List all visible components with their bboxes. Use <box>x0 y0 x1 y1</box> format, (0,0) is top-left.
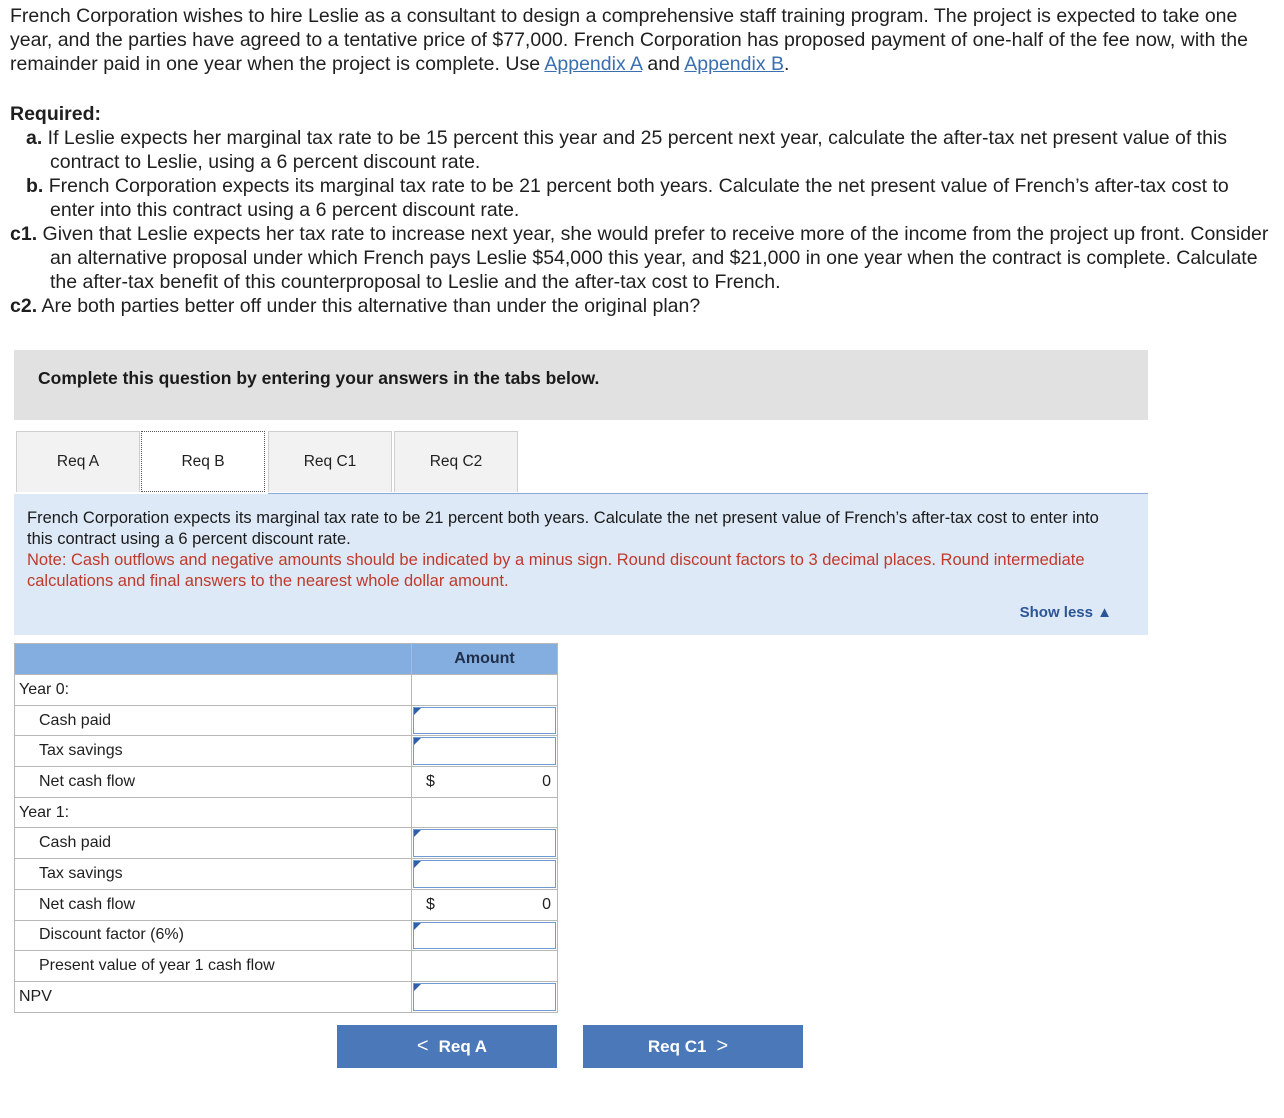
required-item-c1: c1. Given that Leslie expects her tax rate to increase next year, she would prefer to receive more of the income from the project up front. Consider an alternative proposal under which French pays Leslie $54,000 this year, and $21,000 in one year when the contract is complete. Calculate the after-tax benefit of this counterproposal to Leslie and the after-tax cost to French. <box>10 223 1269 293</box>
instructions-note: Note: Cash outflows and negative amounts should be indicated by a minus sign. Round discount factors to 3 decimal places. Round intermediate calculations and final answers to the nearest whole dollar amount. <box>27 551 1085 590</box>
chevron-left-icon: < <box>416 1035 429 1057</box>
row-label: Present value of year 1 cash flow <box>15 951 412 982</box>
complete-question-banner <box>14 350 1148 420</box>
table-header-row <box>15 644 558 675</box>
prev-button-label: Req A <box>438 1036 488 1056</box>
npv-table <box>14 643 558 1013</box>
row-label: Discount factor (6%) <box>15 920 412 951</box>
year1-cash-paid-input[interactable] <box>413 829 556 857</box>
year1-net-cash-flow: $ 0 <box>412 889 558 920</box>
amount-cell <box>412 981 558 1012</box>
row-label: Net cash flow <box>15 889 412 920</box>
table-row <box>15 889 558 920</box>
banner-text: Complete this question by entering your answers in the tabs below. <box>38 368 600 388</box>
next-req-c1-button[interactable] <box>583 1025 803 1068</box>
row-label: Tax savings <box>15 736 412 767</box>
tab-req-c1[interactable]: Req C1 <box>268 431 392 492</box>
intro-end: . <box>784 53 790 75</box>
required-item-c2: c2. Are both parties better off under this alternative than under the original plan? <box>10 295 701 317</box>
required-section <box>10 102 1275 318</box>
row-label: Tax savings <box>15 859 412 890</box>
table-row <box>15 705 558 736</box>
table-row <box>15 920 558 951</box>
tab-req-a[interactable]: Req A <box>16 431 140 492</box>
intro-and: and <box>641 53 685 75</box>
table-row <box>15 736 558 767</box>
discount-factor-input[interactable] <box>413 922 556 950</box>
row-label: Cash paid <box>15 828 412 859</box>
appendix-a-link[interactable]: Appendix A <box>544 53 642 75</box>
amount-cell <box>412 828 558 859</box>
amount-cell <box>412 951 558 982</box>
required-item-b: b. French Corporation expects its marginal tax rate to be 21 percent both years. Calculate the net present value of French’s after-tax cost to enter into this contract using a 6 percent discount rate. <box>26 175 1229 221</box>
amount-cell <box>412 705 558 736</box>
chevron-right-icon: > <box>716 1035 729 1057</box>
amount-cell <box>412 797 558 828</box>
instructions-text: French Corporation expects its marginal tax rate to be 21 percent both years. Calculate the net present value of French’s after-tax cost to enter into this contract using a 6 percent discount rate. Note: Cash outflows and negative amounts should be indicated by a minus sign. Round discount factors to 3 decimal places. Round intermediate calculations and final answers to the nearest whole dollar amount. <box>27 509 1099 590</box>
amount-cell <box>412 675 558 706</box>
year0-tax-savings-input[interactable] <box>413 737 556 765</box>
next-button-label: Req C1 <box>647 1036 707 1056</box>
table-row <box>15 828 558 859</box>
row-label: NPV <box>15 981 412 1012</box>
year0-cash-paid-input[interactable] <box>413 707 556 735</box>
row-label: Year 0: <box>15 675 412 706</box>
table-row <box>15 797 558 828</box>
problem-intro <box>10 4 1270 76</box>
instructions-panel <box>14 494 1148 635</box>
tab-req-c2[interactable]: Req C2 <box>394 431 518 492</box>
intro-text: French Corporation wishes to hire Leslie as a consultant to design a comprehensive staff training program. The project is expected to take one year, and the parties have agreed to a tentative price of $77,000. French Corporation has proposed payment of one-half of the fee now, with the remainder paid in one year when the project is complete. Use <box>10 5 1248 75</box>
row-label: Net cash flow <box>15 767 412 798</box>
table-row <box>15 859 558 890</box>
header-label-cell <box>15 644 412 675</box>
year0-net-cash-flow: $ 0 <box>412 767 558 798</box>
table-row <box>15 981 558 1012</box>
row-label: Year 1: <box>15 797 412 828</box>
row-label: Cash paid <box>15 705 412 736</box>
triangle-up-icon: ▲ <box>1097 604 1112 621</box>
amount-cell <box>412 736 558 767</box>
table-row <box>15 951 558 982</box>
prev-req-a-button[interactable] <box>337 1025 557 1068</box>
table-row <box>15 767 558 798</box>
appendix-b-link[interactable]: Appendix B <box>684 53 785 75</box>
table-row <box>15 675 558 706</box>
year1-tax-savings-input[interactable] <box>413 860 556 888</box>
npv-input[interactable] <box>413 983 556 1011</box>
required-heading: Required: <box>10 103 102 125</box>
header-amount: Amount <box>412 644 558 675</box>
required-item-a: a. If Leslie expects her marginal tax rate to be 15 percent this year and 25 percent next year, calculate the after-tax net present value of this contract to Leslie, using a 6 percent discount rate. <box>26 127 1228 173</box>
amount-cell <box>412 859 558 890</box>
show-less-button[interactable]: Show less ▲ <box>1019 604 1112 621</box>
amount-cell <box>412 920 558 951</box>
tab-req-b[interactable]: Req B <box>141 431 265 492</box>
